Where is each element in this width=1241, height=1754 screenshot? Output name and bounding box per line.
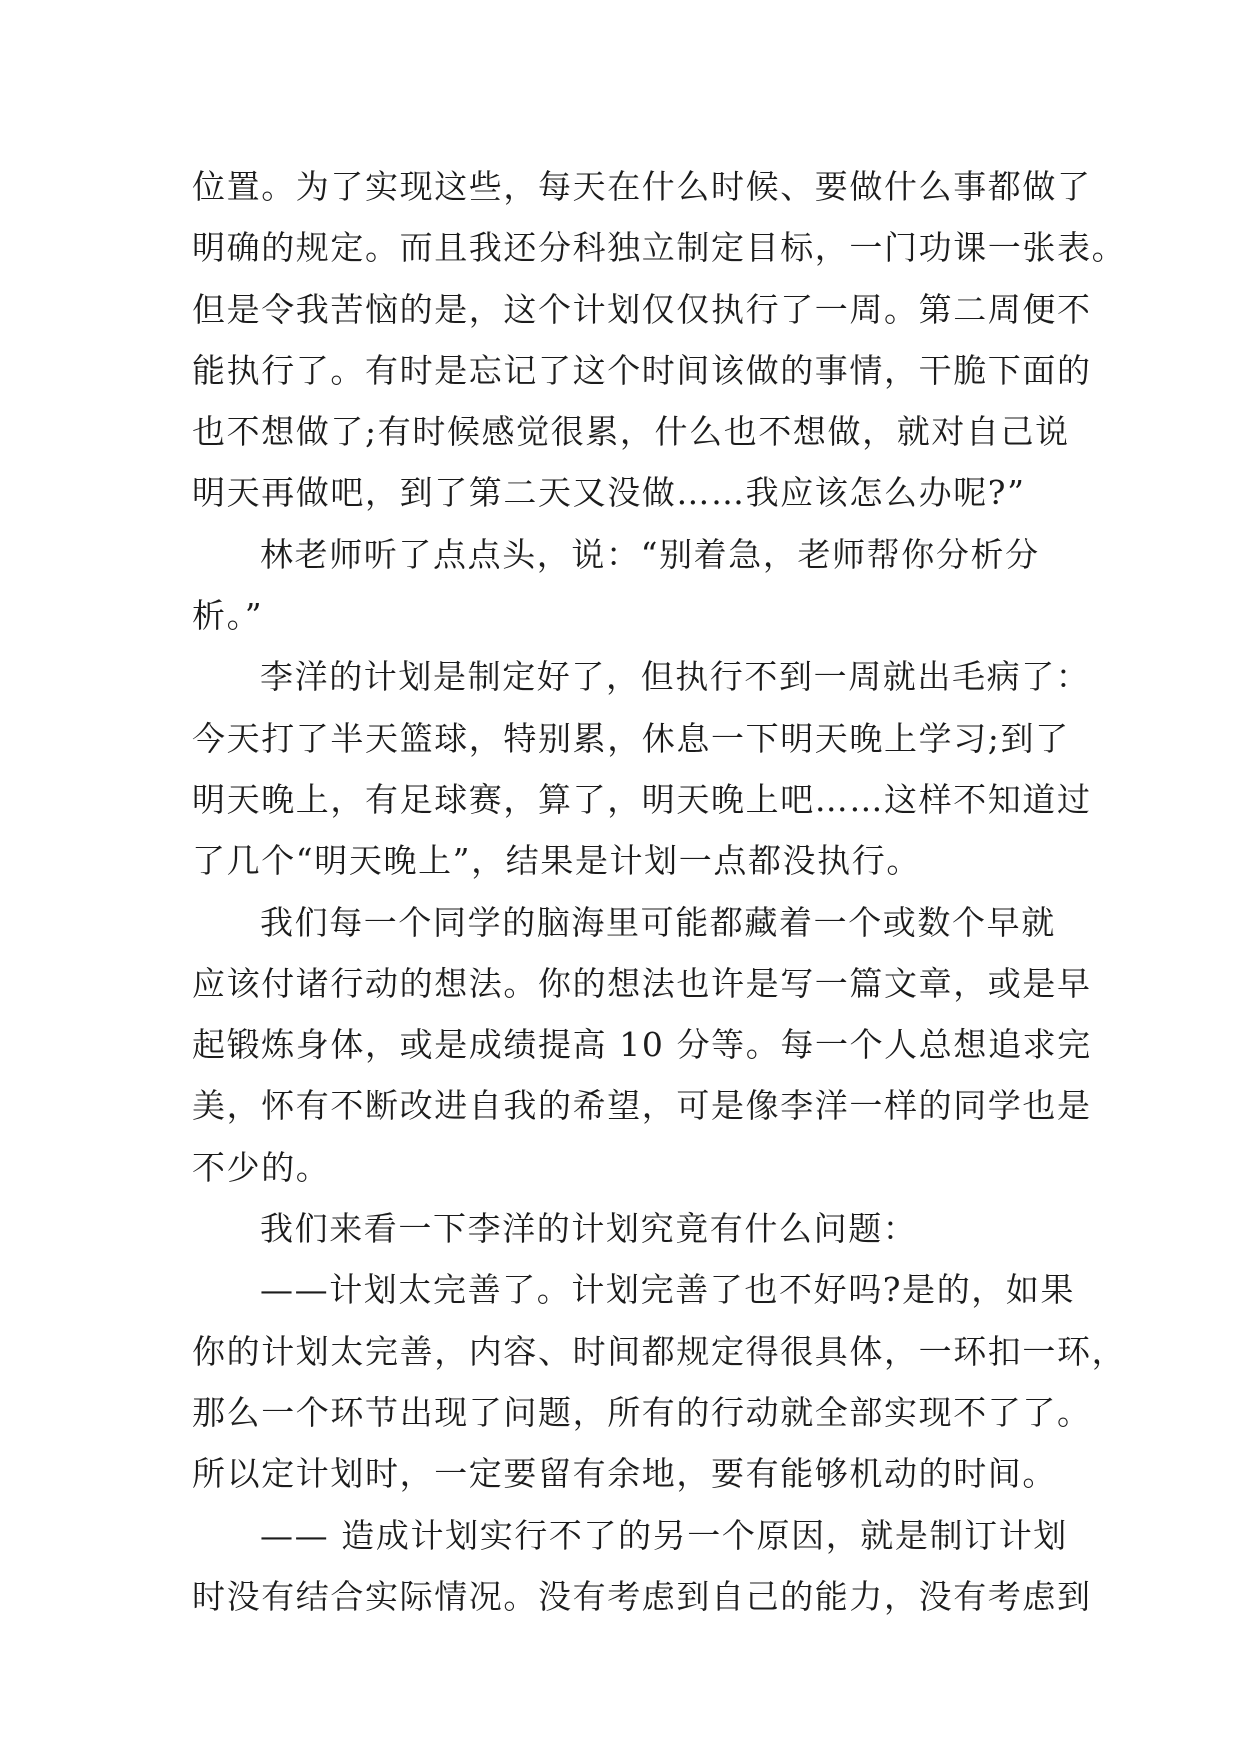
text-line-13: 我们每一个同学的脑海里可能都藏着一个或数个早就 bbox=[260, 902, 1056, 942]
text-line-11: 明天晚上，有足球赛，算了，明天晚上吧……这样不知道过 bbox=[192, 779, 1092, 819]
text-line-5: 也不想做了;有时候感觉很累，什么也不想做，就对自己说 bbox=[192, 412, 1070, 452]
text-line-2: 明确的规定。而且我还分科独立制定目标，一门功课一张表。 bbox=[192, 228, 1127, 268]
text-line-20: 你的计划太完善，内容、时间都规定得很具体，一环扣一环， bbox=[192, 1331, 1127, 1371]
text-line-12: 了几个“明天晚上”，结果是计划一点都没执行。 bbox=[192, 841, 921, 881]
text-line-4: 能执行了。有时是忘记了这个时间该做的事情，干脆下面的 bbox=[192, 350, 1092, 390]
text-line-17: 不少的。 bbox=[192, 1147, 331, 1187]
text-line-10: 今天打了半天篮球，特别累，休息一下明天晚上学习;到了 bbox=[192, 718, 1070, 758]
text-line-6: 明天再做吧，到了第二天又没做……我应该怎么办呢?” bbox=[192, 473, 1026, 513]
text-line-18: 我们来看一下李洋的计划究竟有什么问题： bbox=[260, 1209, 918, 1249]
text-line-3: 但是令我苦恼的是，这个计划仅仅执行了一周。第二周便不 bbox=[192, 289, 1092, 329]
text-line-22: 所以定计划时，一定要留有余地，要有能够机动的时间。 bbox=[192, 1454, 1057, 1494]
document-body bbox=[192, 156, 1127, 1627]
text-line-15: 起锻炼身体，或是成绩提高 10 分等。每一个人总想追求完 bbox=[192, 1025, 1092, 1065]
text-line-19: ——计划太完善了。计划完善了也不好吗?是的，如果 bbox=[260, 1270, 1076, 1310]
text-line-8: 析。” bbox=[192, 596, 264, 636]
text-line-21: 那么一个环节出现了问题，所有的行动就全部实现不了了。 bbox=[192, 1392, 1092, 1432]
text-line-7: 林老师听了点点头，说：“别着急，老师帮你分析分 bbox=[260, 534, 1040, 574]
text-line-14: 应该付诸行动的想法。你的想法也许是写一篇文章，或是早 bbox=[192, 963, 1092, 1003]
text-line-23: —— 造成计划实行不了的另一个原因，就是制订计划 bbox=[260, 1515, 1068, 1555]
text-line-16: 美，怀有不断改进自我的希望，可是像李洋一样的同学也是 bbox=[192, 1086, 1092, 1126]
text-line-24: 时没有结合实际情况。没有考虑到自己的能力，没有考虑到 bbox=[192, 1576, 1092, 1616]
text-line-1: 位置。为了实现这些，每天在什么时候、要做什么事都做了 bbox=[192, 167, 1092, 206]
text-line-9: 李洋的计划是制定好了，但执行不到一周就出毛病了： bbox=[260, 657, 1091, 697]
